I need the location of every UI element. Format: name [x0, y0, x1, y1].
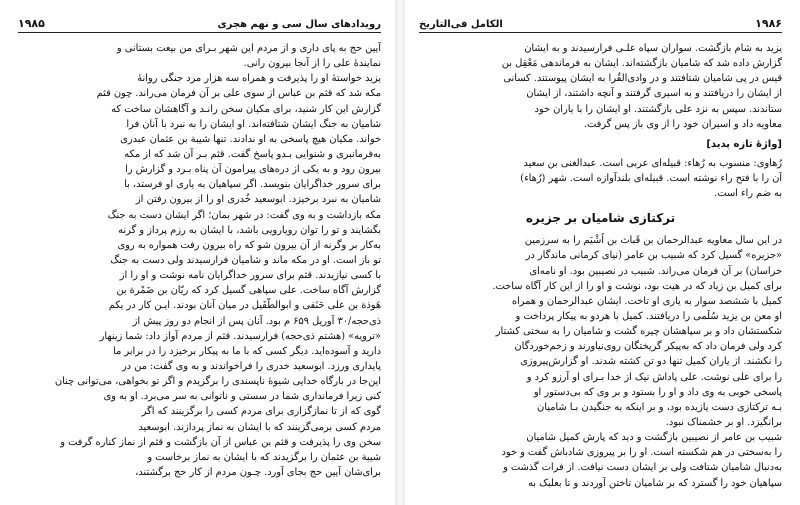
text-line: یزید خواسته‌ٔ او را پذیرفت و همراه سه هزار مرد جنگی روانهٔ	[137, 73, 381, 85]
text-line: سپاهیان خود را گسترد که بر شامیان تاختن آوردند و تا بعلبک به	[528, 477, 782, 489]
left-page-number: ۱۹۸۵	[18, 17, 45, 30]
text-line: شامیان به نبرد برخیزد. ابوسعید خُدری او را از بیرون رفتن از	[135, 194, 381, 206]
text-line: را نکشند. از یاران کمیل تنها دو تن کشته شدند. او گزارش‌پیروزی	[520, 356, 782, 368]
text-line: مردم کسی برمی‌گزینند که با ایشان به نماز پردازند. ابوسعید	[138, 421, 381, 433]
text-line: شبیب بن عامر از نصیبین بازگشت و دید که پارش کمیل شامیان	[526, 432, 782, 444]
text-line: به‌دنبال شامیان شتافت ولی بر ایشان دست نیافت. از فرات گذشت و	[503, 462, 782, 474]
subsection-title: [واژهٔ تازه پدید]	[706, 138, 782, 150]
text-line: کمیل با ششصد سوار به یاری او تاخت. ایشان عبدالرحمان و همراه	[511, 295, 782, 307]
text-line: دارید و آسوده‌اید. دیگر کسی که با ما به پیکار برخیزد را در برابر ما	[112, 345, 381, 357]
text-line: آیین حج به پای داری و از مردم این شهر بـرای من بیعت بستانی و	[116, 43, 381, 54]
right-paragraph-glossary	[419, 156, 782, 201]
section-heading: ترکتازی شامیان بر جزیره	[525, 211, 676, 226]
book-gutter	[395, 0, 405, 505]
text-line: گزارش این کار شنید، برای مکیان سخن رانـد و آگاهشان ساخت که	[111, 103, 381, 115]
left-running-title: رویدادهای سال سی و نهم هجری	[217, 19, 381, 30]
text-line: رُهاوی: منسوب به رُهاء: قبیله‌ای عربی است. عبدالغنی بن سعید	[523, 157, 782, 169]
text-line: ذی‌حجه/۳۰ آوریل ۶۵۹ م بود. آنان پس از انجام دو روز پیش از	[132, 315, 381, 327]
text-line: یزید به شام بازگشت. سواران سپاه علـی فرارسیدند و به ایشان	[524, 43, 782, 54]
text-line: شکستشان داد و بر سپاهشان چیره گشت و شامیان را به سختی کشتار	[495, 326, 782, 338]
right-page-header	[419, 14, 782, 33]
text-line: پایداری ورزد. ابوسعید خدری را فراخواندند و به وی گفت: من در	[121, 360, 381, 372]
text-line: بگشایند و تو را توان رویارویی باشد، با ایشان به رزم پرداز و گرنه	[118, 224, 381, 236]
text-line: کرد ولی فرمان داد که به‌پیکر گریختگان روی‌نیاورند و زخم‌خوردگان	[514, 341, 782, 353]
text-line: را به‌سختی در هم شکسته است. او را بر پیروزی شادباش گفت و خود	[501, 447, 782, 459]
text-line: مکه بازداشت و به وی گفت: در شهر بمان؛ اگر ایشان دست به جنگ	[107, 209, 381, 221]
text-line: هَوذة بن علی حَنَفی و ابوالطُّفَیل در میان آنان بودند. ایـن کار در یکم	[108, 300, 381, 312]
text-line: برانگیزد. او بر خشمناک نبود.	[665, 416, 782, 428]
text-line: به ضم راء است.	[714, 188, 782, 200]
text-line: برای کمیل بن زیاد که در هیت بود، نوشت و او را از این کار آگاه ساخت.	[492, 280, 782, 292]
text-line: خراسان) بر آن فرمان می‌راند. شبیب در نصیبین بود. او نامه‌ای	[529, 265, 782, 277]
text-line: گوی که از تا نمازگزاری برای مردم کسی را برگزینند که اگر	[141, 406, 381, 418]
right-running-title: الکامل فی‌التاریخ	[419, 19, 503, 30]
text-line: «ترویه» (هشتم ذی‌حجه) فرارسیدند. قثم از مردم آواز داد: شما زینهار	[99, 330, 381, 342]
left-page	[0, 0, 395, 505]
text-line: ستاندند. سپس به نزد علی بازگشتند. او ایشان را با یاران خود	[534, 103, 782, 115]
text-line: برای‌شان آیین حج بجای آورد. چـون مردم از کار حج برگشتند،	[135, 466, 381, 478]
right-page-number: ۱۹۸۶	[755, 17, 782, 30]
text-line: در این سال معاویه عبدالرحمان بن قَباث بن اُشْیَم را به سرزمین	[524, 235, 782, 247]
text-line: سخن وی را پذیرفت و قثم بن عباس از آن بازگشت و قثم از نماز کناره گرفت و	[60, 436, 381, 448]
text-line: به‌فرمانبری و شنوایی بـدو پاسخ گفت. قثم بـر آن شد که از مکه	[124, 148, 381, 160]
text-line: با کسی نیازیدند. قثم برای سرور خداگرایان نامه نوشت و او را از	[119, 270, 381, 282]
text-line: به‌کار بر وگرنه از آن بیرون شو که راه بیرون رفت همواره به روی	[117, 239, 381, 251]
text-line: او معن بن یزید سُلَمی را دریافتند. کمیل با هردو به پیکار پرداخت و	[515, 310, 782, 322]
text-line: مکه شد که قثم بن عباس از سوی علی بر آن فرمان می‌راند. چون قثم	[96, 88, 381, 100]
right-page-body	[419, 41, 782, 491]
text-line: خواند. مکیان هیچ پاسخی به او ندادند. تنها شیبة بن عثمان عبدری	[120, 133, 381, 145]
text-line: را برای علی نوشت. علی پاداش نیک از خدا بـرای او آرزو کرد و	[526, 371, 782, 383]
right-page	[405, 0, 800, 505]
text-line: آن را با فتح راء نوشته است. قبیله‌ای بلندآوازه است. شهر (رُهاء)	[520, 172, 782, 184]
text-line: برای سرور خداگرایان بنویسد. اگر سپاهیان به یاری او فرستد، با	[124, 179, 381, 191]
text-line: پاسخی خوبی به وی داد و او را بستود و بر وی که بی‌دستور او	[533, 386, 782, 398]
text-line: بیرون رود و به یکی از دره‌های پیرامون آن پناه بـرد و گزارش را	[125, 164, 381, 176]
text-line: گزارش آگاه ساخت. علی سپاهی گسیل کرد که ریّان بن ضَمْرة بن	[116, 285, 381, 297]
text-line: این‌جا در بارگاه خدایی شیوه‌ٔ ناپسندی را برگزیدم و اگر تو بخواهی، می‌توانی چنان	[54, 376, 381, 388]
left-page-header	[18, 14, 381, 33]
text-line: نماینده‌ٔ علی را از آنجا بیرون رانی.	[243, 58, 381, 70]
text-line: تو باز است. او در مکه ماند و شامیان فرارسیدند ولی دست به جنگ	[110, 254, 381, 266]
right-paragraph-intro	[419, 41, 782, 132]
text-line: از ایشان را دریافتند و به اسیری گرفتند و آنچه داشتند، از ایشان	[526, 88, 782, 100]
text-line: شیبة بن عثمان را برگزیدند که با ایشان به نماز برخاست و	[147, 451, 381, 463]
text-line: بـه ترکتازی دست یازیده بود، و بر اینکه به جنگیدن بـا شامیان	[537, 401, 782, 413]
right-paragraph-section	[419, 233, 782, 490]
text-line: گزارش داده شد که شامیان بازگشته‌اند. ایشان به فرماندهی مَعْقِل بن	[501, 58, 782, 70]
text-line: «جزیره» گسیل کرد که شبیب بن عامر (نیای کرمانی ماندگار در	[525, 250, 782, 262]
left-page-body	[18, 41, 381, 480]
text-line: شامیان به جنگ ایشان شتافته‌اند. او ایشان را به نبرد با آنان فرا	[126, 118, 381, 130]
text-line: قیس در پی شامیان شتافتند و در وادی‌القُرا به ایشان پیوستند. کسانی	[503, 73, 782, 85]
text-line: کنی زیرا فرمانداری شما در سستی و ناتوانی به سر می‌برد. او به وی	[103, 391, 381, 403]
text-line: معاویه داد و اسیران خود را از وی باز پس گرفت.	[583, 118, 782, 130]
